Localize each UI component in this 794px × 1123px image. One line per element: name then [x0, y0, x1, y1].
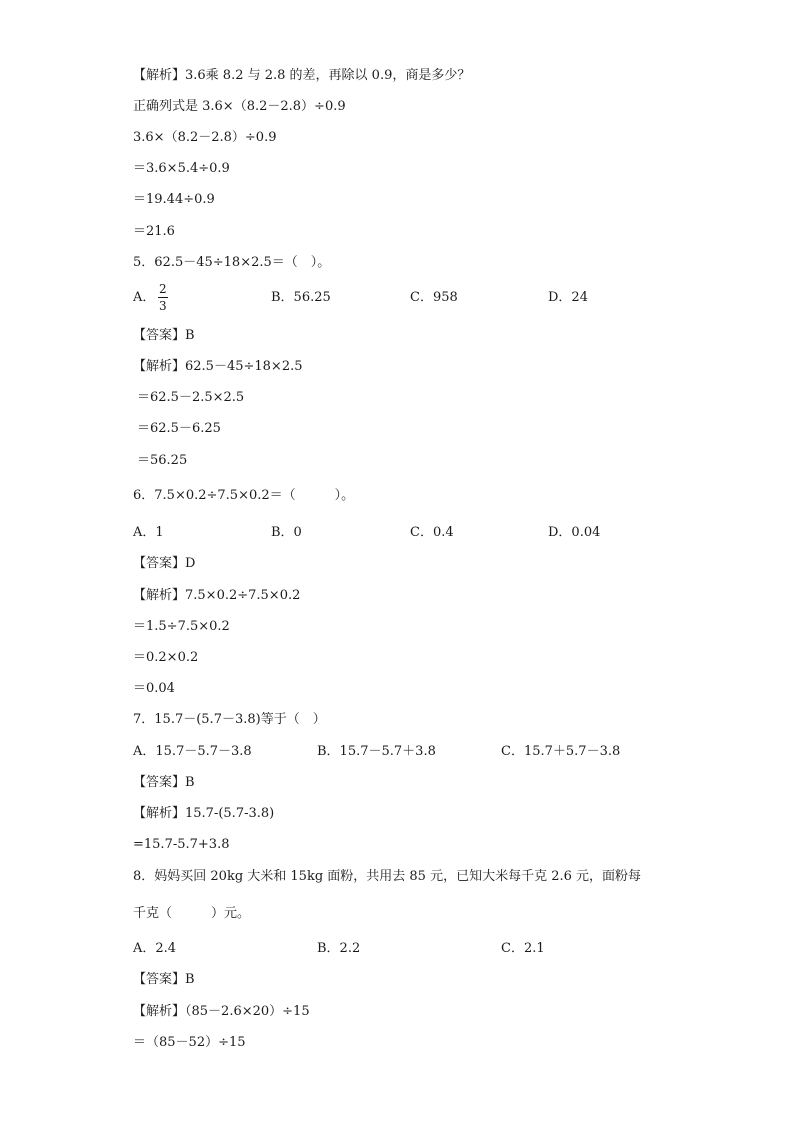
q8-option-b: B．2.2 [317, 941, 361, 956]
q6-stem: 6．7.5×0.2÷7.5×0.2＝（ ）。 [133, 488, 355, 503]
q7-answer: 【答案】B [133, 775, 195, 790]
q4-analysis-head: 【解析】3.6乘 8.2 与 2.8 的差，再除以 0.9，商是多少？ [133, 68, 471, 83]
q6-option-b: B．0 [271, 525, 302, 540]
q8-answer: 【答案】B [133, 972, 195, 987]
q7-stem: 7．15.7－(5.7－3.8)等于（ ） [133, 712, 326, 727]
q8-stem-line-1: 8．妈妈买回 20kg 大米和 15kg 面粉，共用去 85 元，已知大米每千克 2.6 元，面粉每 [133, 869, 642, 884]
q5-option-c: C．958 [410, 290, 458, 305]
q6-option-d: D．0.04 [548, 525, 601, 540]
q4-step-4: ＝21.6 [133, 224, 175, 239]
q8-analysis-head: 【解析】（85－2.6×20）÷15 [133, 1004, 310, 1019]
q6-analysis-head: 【解析】7.5×0.2÷7.5×0.2 [133, 588, 301, 603]
q5-step-1: ＝62.5－2.5×2.5 [137, 390, 245, 405]
q5-stem: 5．62.5－45÷18×2.5＝（ ）。 [133, 255, 331, 270]
q6-step-1: ＝1.5÷7.5×0.2 [133, 619, 230, 634]
q4-step-3: ＝19.44÷0.9 [133, 192, 215, 207]
q4-correct-formula: 正确列式是 3.6×（8.2－2.8）÷0.9 [133, 99, 346, 114]
q8-option-a: A．2.4 [133, 941, 177, 956]
q7-option-b: B．15.7－5.7＋3.8 [317, 744, 436, 759]
q4-step-2: ＝3.6×5.4÷0.9 [133, 161, 230, 176]
q5-option-a-fraction [157, 282, 169, 313]
q5-answer: 【答案】B [133, 328, 195, 343]
fraction-bar [158, 297, 168, 298]
q8-stem-line-2: 千克（ ）元。 [133, 906, 251, 921]
q5-step-2: ＝62.5－6.25 [137, 421, 221, 436]
q5-option-d: D．24 [548, 290, 588, 305]
q7-option-c: C．15.7＋5.7－3.8 [501, 744, 621, 759]
q6-step-2: ＝0.2×0.2 [133, 650, 199, 665]
q7-analysis-head: 【解析】15.7-(5.7-3.8) [133, 806, 275, 821]
q6-answer: 【答案】D [133, 556, 196, 571]
q5-option-a-numerator: 2 [159, 282, 167, 296]
q6-step-3: ＝0.04 [133, 681, 175, 696]
q5-option-b: B．56.25 [271, 290, 331, 305]
q6-option-a: A．1 [133, 525, 164, 540]
q6-option-c: C．0.4 [410, 525, 454, 540]
q7-step-1: =15.7-5.7+3.8 [133, 837, 230, 852]
q8-step-1: ＝（85－52）÷15 [133, 1035, 246, 1050]
q4-step-1: 3.6×（8.2－2.8）÷0.9 [133, 130, 277, 145]
q5-analysis-head: 【解析】62.5－45÷18×2.5 [133, 359, 303, 374]
q8-option-c: C．2.1 [501, 941, 545, 956]
q5-option-a-label: A． [133, 290, 156, 305]
q5-option-a-denominator: 3 [159, 299, 167, 313]
q5-step-3: ＝56.25 [137, 453, 188, 468]
q7-option-a: A．15.7－5.7－3.8 [133, 744, 252, 759]
